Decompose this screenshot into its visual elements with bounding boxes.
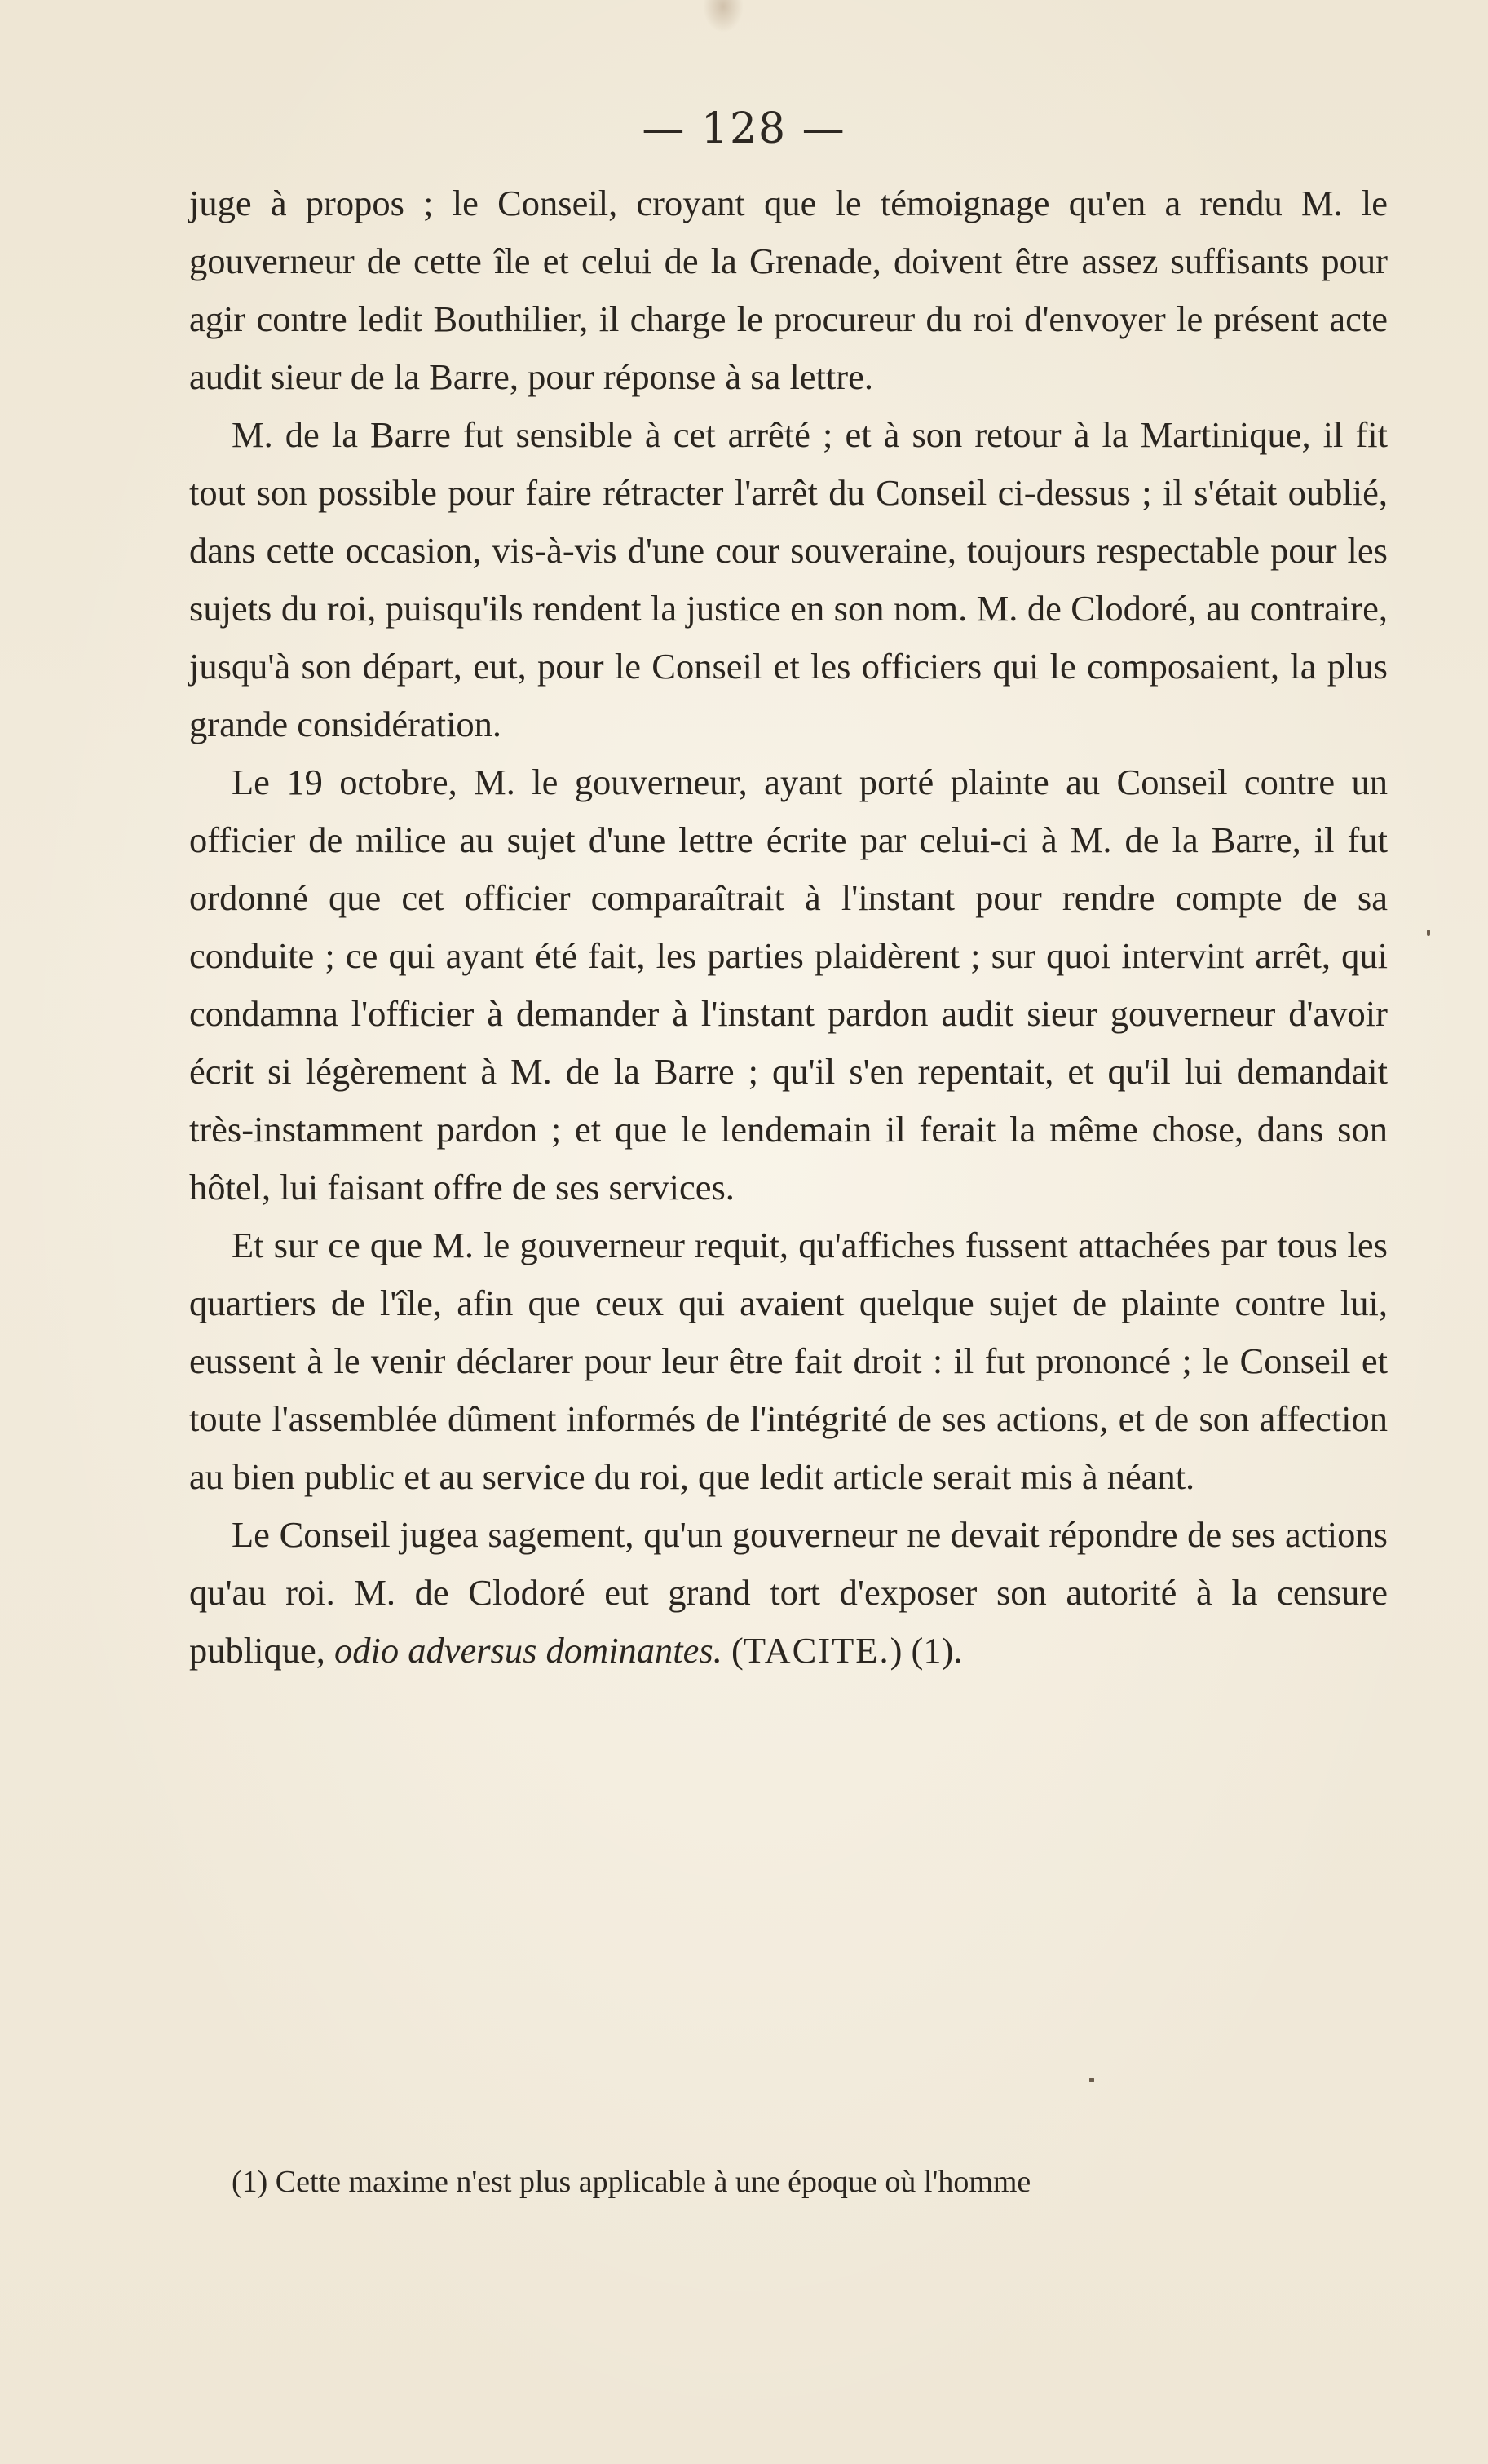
latin-quote: odio adversus dominantes.	[333, 1630, 722, 1671]
ink-speck	[1427, 930, 1430, 936]
paper-stain	[703, 0, 744, 33]
paragraph-3: Le 19 octobre, M. le gouverneur, ayant porté plainte au Conseil contre un officier de milice au sujet d'une lettre écrite par celui-ci à M. de la Barre, il fut ordonné que cet officier comparaîtrait à l'instant pour rendre compte de sa conduite ; ce qui ayant été fait, les parties plaidèrent ; sur quoi intervint arrêt, qui condamna l'officier à demander à l'instant pardon audit sieur gouverneur d'avoir écrit si légèrement à M. de la Barre ; qu'il s'en repentait, et qu'il lui demandait très-instamment pardon ; et que le lendemain il ferait la même chose, dans son hôtel, lui faisant offre de ses services.	[189, 762, 1388, 1208]
paragraph-4: Et sur ce que M. le gouverneur requit, qu'affiches fussent attachées par tous les quartiers de l'île, afin que ceux qui avaient quelque sujet de plainte contre lui, eussent à le venir déclarer pour leur être fait droit : il fut prononcé ; le Conseil et toute l'assemblée dûment informés de l'intégrité de ses actions, et de son affection au bien public et au service du roi, que ledit article serait mis à néant.	[189, 1225, 1388, 1497]
paragraph-2: M. de la Barre fut sensible à cet arrêté ; et à son retour à la Martinique, il fit tout son possible pour faire rétracter l'arrêt du Conseil ci-dessus ; il s'était oublié, dans cette occasion, vis-à-vis d'une cour souveraine, toujours respectable pour les sujets du roi, puisqu'ils rendent la justice en son nom. M. de Clodoré, au contraire, jusqu'à son départ, eut, pour le Conseil et les officiers qui le composaient, la plus grande considération.	[189, 414, 1388, 744]
footnote: (1) Cette maxime n'est plus applicable à une époque où l'homme	[232, 2165, 1031, 2199]
author-attribution: TACITE.	[743, 1630, 890, 1671]
page-number: — 128 —	[642, 104, 846, 153]
paragraph-5-text: Le Conseil jugea sagement, qu'un gouverneur ne devait répondre de ses actions qu'au roi. M. de Clodoré eut grand tort d'exposer son autorité à la censure publique,	[189, 1514, 1388, 1671]
ink-speck	[1089, 2078, 1094, 2082]
paragraph-5: Le Conseil jugea sagement, qu'un gouverneur ne devait répondre de ses actions qu'au roi. M. de Clodoré eut grand tort d'exposer son autorité à la censure publique, odio adversus dominantes. (TACITE.) (1).	[189, 1514, 1388, 1671]
footnote-reference: (1).	[911, 1630, 963, 1671]
main-text	[189, 174, 1388, 1680]
paragraph-1: juge à propos ; le Conseil, croyant que le témoignage qu'en a rendu M. le gouverneur de cette île et celui de la Grenade, doivent être assez suffisants pour agir contre ledit Bouthilier, il charge le procureur du roi d'envoyer le présent acte audit sieur de la Barre, pour réponse à sa lettre.	[189, 183, 1388, 397]
